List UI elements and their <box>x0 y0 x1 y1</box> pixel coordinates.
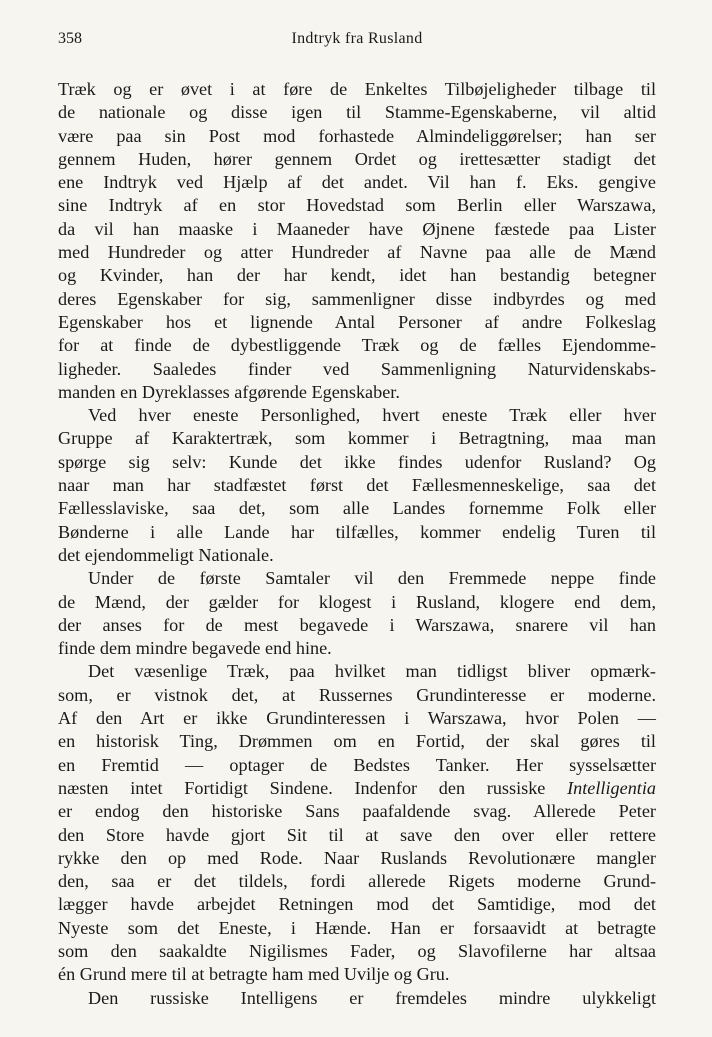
text-line-content: naar man har stadfæstet først det Fællesmenneskelige, saa det <box>58 475 656 496</box>
text-line-content: Bønderne i alle Lande har tilfælles, kommer endelig Turen til <box>58 521 656 542</box>
text-line <box>58 987 656 1010</box>
text-line-content: sine Indtryk af en stor Hovedstad som Berlin eller Warszawa, <box>58 195 656 216</box>
text-line <box>58 544 656 567</box>
text-line <box>58 311 656 334</box>
text-line <box>58 754 656 777</box>
text-line <box>58 614 656 637</box>
text-line <box>58 800 656 823</box>
text-line <box>58 730 656 753</box>
text-line-content: deres Egenskaber for sig, sammenligner disse indbyrdes og med <box>58 288 656 309</box>
text-line-content: Træk og er øvet i at føre de Enkeltes Tilbøjeligheder tilbage til <box>58 79 656 99</box>
text-line <box>58 707 656 730</box>
text-line <box>58 101 656 124</box>
text-line-content: da vil han maaske i Maaneder have Øjnene fæstede paa Lister <box>58 218 656 239</box>
text-line-content: ligheder. Saaledes finder ved Sammenligning Naturvidenskabs- <box>58 358 656 379</box>
text-line-content: de Mænd, der gælder for klogest i Rusland, klogere end dem, <box>58 591 656 612</box>
text-line-content: en Fremtid — optager de Bedstes Tanker. Her sysselsætter <box>58 754 656 775</box>
book-page <box>58 30 656 1010</box>
text-line-content: og Kvinder, han der har kendt, idet han bestandig betegner <box>58 265 656 286</box>
text-line <box>58 241 656 264</box>
text-line <box>58 567 656 590</box>
text-line-content: den Store havde gjort Sit til at save den over eller rettere <box>58 824 656 845</box>
page-number: 358 <box>58 30 82 47</box>
text-line-content: gennem Huden, hører gennem Ordet og irettesætter stadigt det <box>58 148 656 169</box>
text-line <box>58 125 656 148</box>
text-line-content: Fællesslaviske, saa det, som alle Landes fornemme Folk eller <box>58 498 656 519</box>
text-line <box>58 824 656 847</box>
page-header <box>58 30 656 54</box>
text-line <box>58 218 656 241</box>
text-line <box>58 963 656 986</box>
text-line <box>58 78 656 101</box>
text-line-content: den, saa er det tildels, fordi allerede Rigets moderne Grund- <box>58 871 656 892</box>
text-line-content: Nyeste som det Eneste, i Hænde. Han er forsaavidt at betragte <box>58 917 656 938</box>
text-line-content: lægger havde arbejdet Retningen mod det Samtidige, mod det <box>58 894 656 915</box>
text-line-content: Det væsenlige Træk, paa hvilket man tidligst bliver opmærk- <box>88 661 656 682</box>
text-line-content: rykke den op med Rode. Naar Ruslands Revolutionære mangler <box>58 847 656 868</box>
text-line <box>58 684 656 707</box>
text-line <box>58 427 656 450</box>
text-line <box>58 521 656 544</box>
text-line <box>58 893 656 916</box>
text-line <box>58 288 656 311</box>
text-line <box>58 940 656 963</box>
text-line-content: for at finde de dybestliggende Træk og de fælles Ejendomme- <box>58 335 656 356</box>
text-line-content: manden en Dyreklasses afgørende Egenskaber. <box>58 381 400 402</box>
text-line-content: finde dem mindre begavede end hine. <box>58 638 332 659</box>
text-line-content: ene Indtryk ved Hjælp af det andet. Vil han f. Eks. gengive <box>58 172 656 193</box>
running-title: Indtryk fra Rusland <box>291 30 423 47</box>
text-line-content: Ved hver eneste Personlighed, hvert eneste Træk eller hver <box>88 405 656 426</box>
text-line-content: næsten intet Fortidigt Sindene. Indenfor den russiske <box>58 777 568 798</box>
text-line-content: Egenskaber hos et lignende Antal Personer af andre Folkeslag <box>58 311 656 332</box>
text-line <box>58 637 656 660</box>
text-line <box>58 404 656 427</box>
text-line <box>58 194 656 217</box>
italic-term: Intelligentia <box>567 777 656 798</box>
text-line <box>58 497 656 520</box>
text-line <box>58 358 656 381</box>
text-line <box>58 451 656 474</box>
text-line <box>58 264 656 287</box>
text-line <box>58 777 656 800</box>
text-line <box>58 847 656 870</box>
body-text <box>58 78 656 1010</box>
text-line-content: med Hundreder og atter Hundreder af Navne paa alle de Mænd <box>58 242 656 263</box>
text-line-content: som den saakaldte Nigilismes Fader, og Slavofilerne har altsaa <box>58 940 656 961</box>
text-line-content: de nationale og disse igen til Stamme-Egenskaberne, vil altid <box>58 102 656 123</box>
text-line <box>58 148 656 171</box>
text-line <box>58 660 656 683</box>
text-line <box>58 591 656 614</box>
text-line-content: Gruppe af Karaktertræk, som kommer i Betragtning, maa man <box>58 428 656 449</box>
text-line <box>58 474 656 497</box>
text-line-content: som, er vistnok det, at Russernes Grundinteresse er moderne. <box>58 684 656 705</box>
text-line <box>58 171 656 194</box>
text-line <box>58 334 656 357</box>
text-line-content: spørge sig selv: Kunde det ikke findes udenfor Rusland? Og <box>58 451 656 472</box>
text-line-content: én Grund mere til at betragte ham med Uvilje og Gru. <box>58 964 450 985</box>
text-line-content: Under de første Samtaler vil den Fremmede neppe finde <box>88 568 656 589</box>
text-line-content: Af den Art er ikke Grundinteressen i Warszawa, hvor Polen — <box>58 708 656 729</box>
text-line-content: en historisk Ting, Drømmen om en Fortid, der skal gøres til <box>58 731 656 752</box>
text-line-content: er endog den historiske Sans paafaldende svag. Allerede Peter <box>58 801 656 822</box>
text-line <box>58 381 656 404</box>
text-line-content: være paa sin Post mod forhastede Almindeliggørelser; han ser <box>58 125 656 146</box>
text-line-content: der anses for de mest begavede i Warszawa, snarere vil han <box>58 614 656 635</box>
text-line <box>58 870 656 893</box>
text-line-content: det ejendommeligt Nationale. <box>58 544 274 565</box>
text-line-content: Den russiske Intelligens er fremdeles mindre ulykkeligt <box>88 987 656 1008</box>
text-line <box>58 917 656 940</box>
